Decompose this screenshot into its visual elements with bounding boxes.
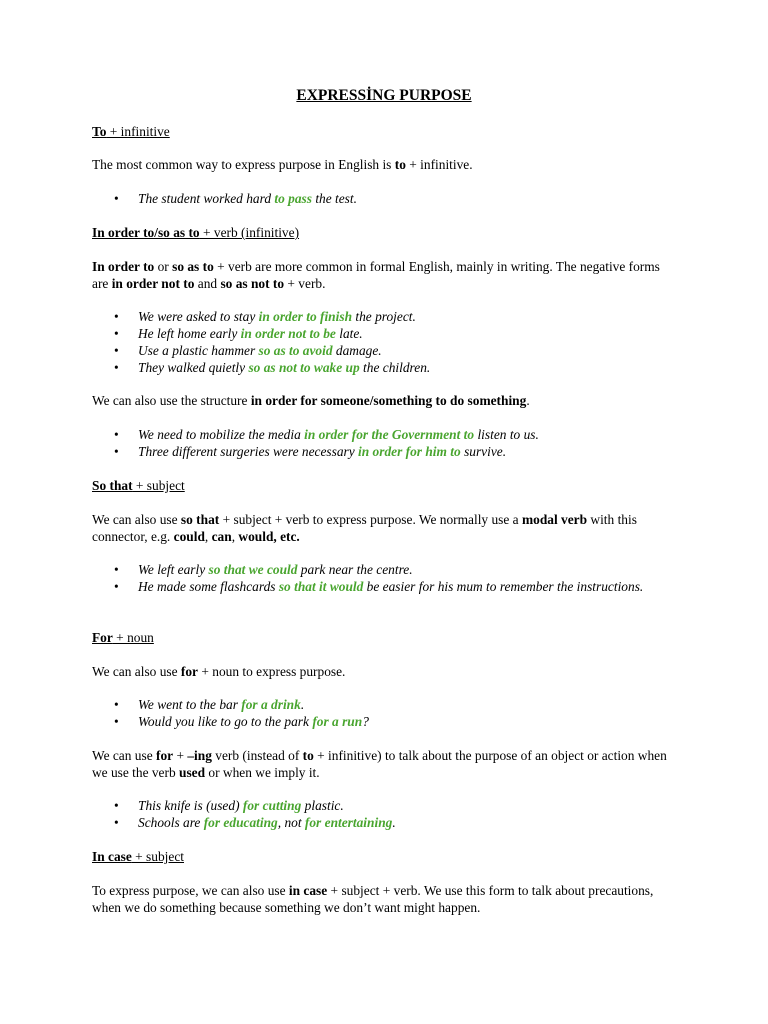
keyword: so that [180, 512, 220, 527]
heading-bold: For [92, 630, 113, 645]
paragraph [92, 747, 677, 781]
example-text: park near the centre. [297, 562, 413, 577]
heading-rest: + subject [131, 849, 184, 864]
example-highlight: in order not to be [240, 326, 336, 341]
example-highlight: in order for him to [358, 444, 461, 459]
text: We can use [92, 748, 156, 763]
example-text: the test. [311, 191, 357, 206]
heading-rest: + subject [132, 478, 185, 493]
example-item [92, 308, 652, 325]
keyword: to [394, 157, 406, 172]
keyword: would, etc. [238, 529, 300, 544]
keyword: can [211, 529, 232, 544]
example-text: listen to us. [474, 427, 539, 442]
text: and [194, 276, 221, 291]
example-text: , not [277, 815, 305, 830]
heading-bold: In case [92, 849, 132, 864]
example-list [92, 696, 652, 730]
text: To express purpose, we can also use [92, 883, 289, 898]
example-highlight: so as not to wake up [248, 360, 360, 375]
text: + noun to express purpose. [198, 664, 346, 679]
text: + infinitive) to talk about the purpose of an object or action when we use the verb [92, 748, 667, 780]
example-highlight: to pass [274, 191, 312, 206]
example-text: They walked quietly [138, 360, 249, 375]
example-item [92, 797, 652, 814]
example-highlight: so as to avoid [258, 343, 333, 358]
example-item [92, 190, 652, 207]
heading-in-case [92, 848, 677, 865]
example-item [92, 814, 652, 831]
keyword: –ing [187, 748, 212, 763]
keyword: used [179, 765, 206, 780]
example-text: . [300, 697, 305, 712]
text: + subject + verb to express purpose. We normally use a [219, 512, 522, 527]
keyword: for [180, 664, 199, 679]
example-text: He made some flashcards [138, 579, 279, 594]
example-highlight: for cutting [242, 798, 302, 813]
text: or when we imply it. [205, 765, 320, 780]
text: with this connector, e.g. [92, 512, 637, 544]
example-text: survive. [460, 444, 507, 459]
text: + subject + verb. We use this form to talk about precautions, when we do something because something we don’t want might happen. [92, 883, 654, 915]
heading-bold: In order to/so as to [92, 225, 200, 240]
example-text: Use a plastic hammer [138, 343, 259, 358]
heading-rest: + noun [112, 630, 154, 645]
heading-so-that [92, 477, 677, 494]
example-list [92, 308, 652, 376]
heading-bold: So that [92, 478, 133, 493]
example-text: We were asked to stay [138, 309, 259, 324]
example-highlight: so that we could [208, 562, 298, 577]
example-item [92, 359, 652, 376]
example-highlight: for educating [203, 815, 278, 830]
example-item [92, 696, 652, 713]
example-text: the project. [352, 309, 416, 324]
heading-to-infinitive [92, 123, 677, 140]
example-text: We need to mobilize the media [138, 427, 305, 442]
paragraph [92, 882, 677, 916]
example-text: . [392, 815, 396, 830]
keyword: could [173, 529, 205, 544]
example-highlight: in order for the Government to [304, 427, 475, 442]
text: , [231, 529, 239, 544]
example-item [92, 578, 652, 595]
example-text: late. [335, 326, 363, 341]
example-text: We left early [138, 562, 209, 577]
example-text: be easier for his mum to remember the instructions. [363, 579, 644, 594]
text: + verb. [284, 276, 326, 291]
text: The most common way to express purpose in English is [92, 157, 395, 172]
example-list [92, 797, 652, 831]
paragraph [92, 511, 677, 545]
text: We can also use [92, 664, 181, 679]
text: . [526, 393, 530, 408]
paragraph [92, 156, 677, 173]
example-text: He left home early [138, 326, 241, 341]
keyword: modal verb [521, 512, 588, 527]
example-highlight: for entertaining [304, 815, 393, 830]
heading-bold: To [92, 124, 107, 139]
example-text: damage. [332, 343, 382, 358]
heading-rest: + verb (infinitive) [199, 225, 300, 240]
keyword: in case [288, 883, 328, 898]
example-text: ? [362, 714, 369, 729]
text: or [154, 259, 173, 274]
example-text: Schools are [138, 815, 204, 830]
keyword: in order not to [111, 276, 195, 291]
text: + verb are more common in formal English, mainly in writing. The negative forms are [92, 259, 660, 291]
text: , [204, 529, 212, 544]
example-text: plastic. [301, 798, 344, 813]
example-item [92, 561, 652, 578]
example-item [92, 325, 652, 342]
paragraph [92, 258, 677, 292]
example-text: the children. [359, 360, 431, 375]
example-item [92, 713, 652, 730]
example-highlight: in order to finish [258, 309, 353, 324]
example-list [92, 561, 652, 595]
example-text: This knife is (used) [138, 798, 243, 813]
heading-for-noun [92, 629, 677, 646]
text: + infinitive. [405, 157, 473, 172]
text: We can also use the structure [92, 393, 251, 408]
example-item [92, 342, 652, 359]
example-highlight: for a run [312, 714, 363, 729]
keyword: for [155, 748, 174, 763]
example-text: The student worked hard [138, 191, 275, 206]
text: verb (instead of [211, 748, 303, 763]
example-list [92, 426, 652, 460]
page-title: EXPRESSİNG PURPOSE [296, 87, 472, 104]
example-highlight: so that it would [278, 579, 364, 594]
example-item [92, 426, 652, 443]
example-text: Would you like to go to the park [138, 714, 313, 729]
example-item [92, 443, 652, 460]
heading-rest: + infinitive [106, 124, 170, 139]
paragraph [92, 392, 677, 409]
keyword: so as to [172, 259, 214, 274]
example-text: Three different surgeries were necessary [138, 444, 359, 459]
heading-in-order-to [92, 224, 677, 241]
keyword: to [302, 748, 314, 763]
keyword: In order to [92, 259, 155, 274]
keyword: so as not to [220, 276, 285, 291]
example-list [92, 190, 652, 207]
keyword: in order for someone/something to do something [250, 393, 527, 408]
text: + [173, 748, 188, 763]
example-text: We went to the bar [138, 697, 242, 712]
example-highlight: for a drink [241, 697, 301, 712]
text: We can also use [92, 512, 181, 527]
paragraph [92, 663, 677, 680]
